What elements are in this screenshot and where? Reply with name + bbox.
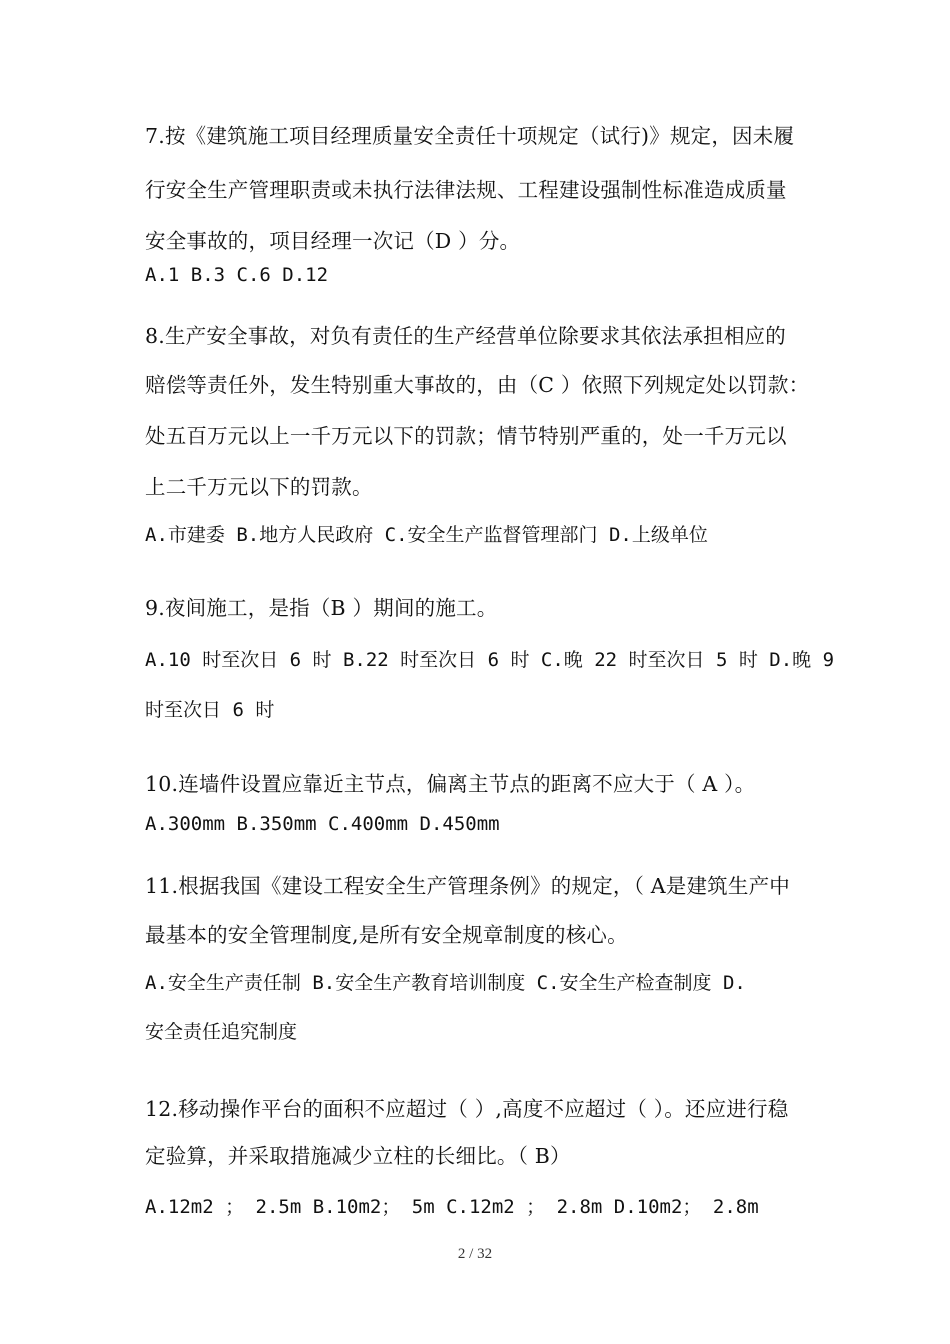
question-8-line-3: 处五百万元以上一千万元以下的罚款；情节特别严重的，处一千万元以 [145,424,787,448]
page-number: 2 / 32 [457,1246,493,1262]
question-11-line-1: 11.根据我国《建设工程安全生产管理条例》的规定，（ A是建筑生产中 [145,874,790,898]
question-8-line-2: 赔偿等责任外，发生特别重大事故的，由（C ）依照下列规定处以罚款： [145,373,810,397]
question-7-line-1: 7.按《建筑施工项目经理质量安全责任十项规定（试行)》规定，因未履 [145,124,795,148]
question-9-options-line-2: 时至次日 6 时 [145,699,275,721]
question-11-options-line-2: 安全责任追究制度 [145,1021,298,1043]
question-12-line-2: 定验算，并采取措施减少立柱的长细比。（ B） [145,1144,571,1168]
question-11-line-2: 最基本的安全管理制度,是所有安全规章制度的核心。 [145,923,628,947]
question-7-line-2: 行安全生产管理职责或未执行法律法规、工程建设强制性标准造成质量 [145,178,787,202]
question-12-options: A.12m2 ； 2.5m B.10m2； 5m C.12m2 ； 2.8m D.10m2； 2.8m [145,1196,759,1218]
question-7-line-3: 安全事故的，项目经理一次记（D ）分。 [145,229,521,253]
question-12-line-1: 12.移动操作平台的面积不应超过（ ）,高度不应超过（ ）。还应进行稳 [145,1097,789,1121]
question-10-options: A.300mm B.350mm C.400mm D.450mm [145,813,500,835]
question-11-options-line-1: A.安全生产责任制 B.安全生产教育培训制度 C.安全生产检查制度 D. [145,972,746,994]
question-10-line-1: 10.连墙件设置应靠近主节点，偏离主节点的距离不应大于（ A ）。 [145,772,756,796]
question-9-line-1: 9.夜间施工，是指（B ）期间的施工。 [145,596,498,620]
question-8-options: A.市建委 B.地方人民政府 C.安全生产监督管理部门 D.上级单位 [145,524,708,546]
question-7-options: A.1 B.3 C.6 D.12 [145,264,329,286]
question-8-line-1: 8.生产安全事故，对负有责任的生产经营单位除要求其依法承担相应的 [145,324,786,348]
question-8-line-4: 上二千万元以下的罚款。 [145,475,373,499]
question-9-options-line-1: A.10 时至次日 6 时 B.22 时至次日 6 时 C.晚 22 时至次日 5 时 D.晚 9 [145,649,835,671]
